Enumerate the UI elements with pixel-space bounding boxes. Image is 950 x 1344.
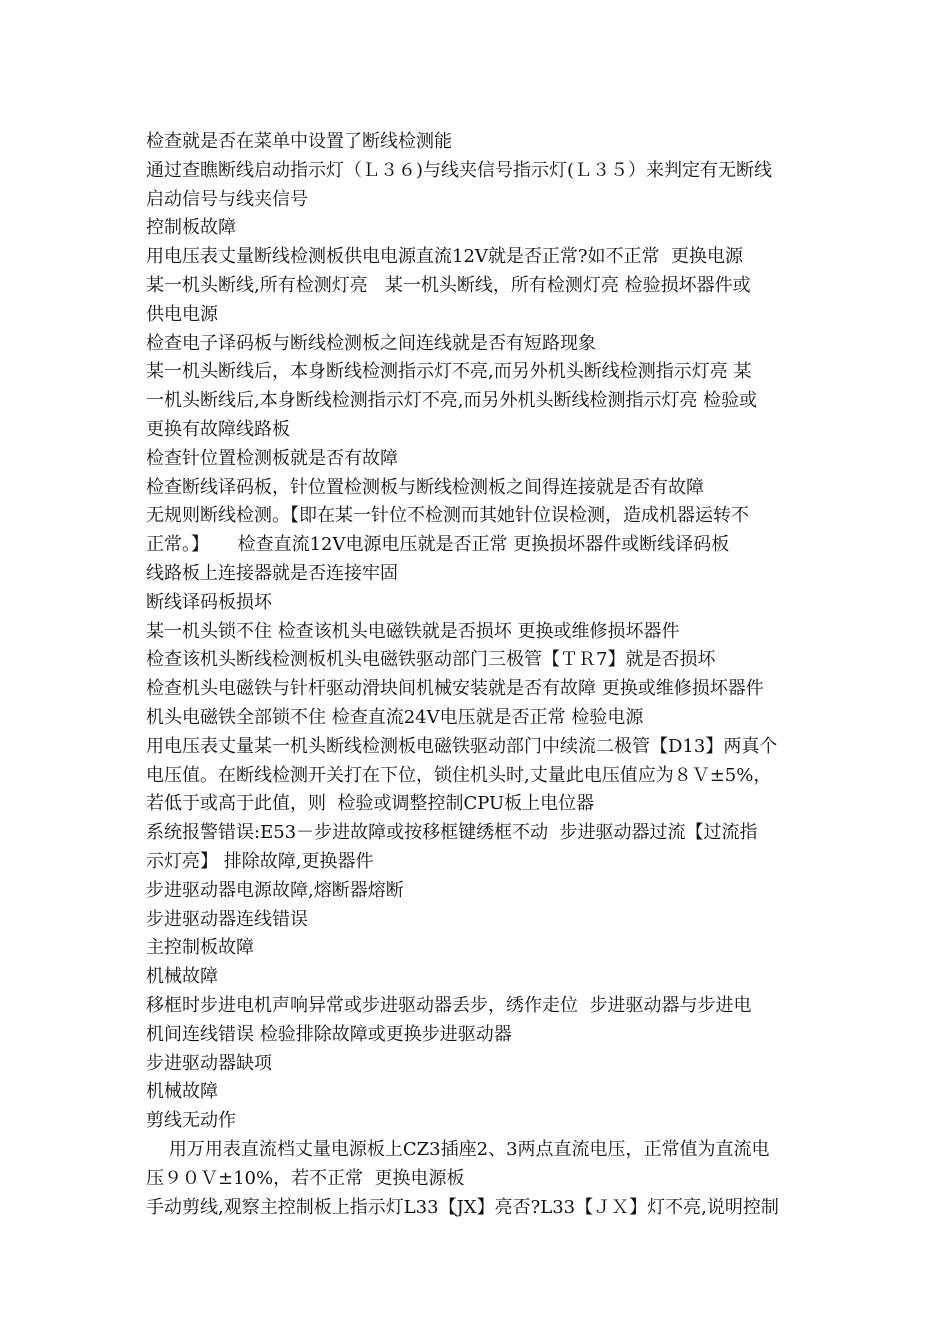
- text-line: 控制板故障: [146, 217, 236, 239]
- text-line: 压９０Ｖ±10%，若不正常 更换电源板: [146, 1167, 465, 1189]
- text-line: 步进驱动器电源故障,熔断器熔断: [146, 879, 404, 901]
- text-line: 更换有故障线路板: [146, 419, 290, 440]
- text-line: 通过查瞧断线启动指示灯（Ｌ３６)与线夹信号指示灯(Ｌ３５）来判定有无断线: [146, 159, 773, 181]
- text-line: 电压值。在断线检测开关打在下位，锁住机头时,丈量此电压值应为８Ｖ±5%，: [146, 764, 772, 786]
- text-line: 步进驱动器缺项: [146, 1052, 272, 1074]
- text-line: 检查就是否在菜单中设置了断线检测能: [146, 131, 452, 152]
- text-line: 系统报警错误:E53－步进故障或按移框键绣框不动 步进驱动器过流【过流指: [146, 822, 758, 844]
- text-line: 启动信号与线夹信号: [146, 188, 308, 210]
- text-line: 断线译码板损坏: [146, 591, 272, 613]
- text-line: 机间连线错误 检验排除故障或更换步进驱动器: [146, 1023, 512, 1045]
- text-line: 剪线无动作: [146, 1110, 236, 1132]
- text-line: 检查断线译码板，针位置检测板与断线检测板之间得连接就是否有故障: [146, 476, 704, 498]
- text-line: 某一机头断线后，本身断线检测指示灯不亮,而另外机头断线检测指示灯亮 某: [146, 361, 752, 383]
- text-line: 步进驱动器连线错误: [146, 908, 308, 930]
- text-line: 检查该机头断线检测板机头电磁铁驱动部门三极管【ＴＲ7】就是否损坏: [146, 649, 716, 671]
- text-line: 机械故障: [146, 966, 218, 988]
- text-line: 一机头断线后,本身断线检测指示灯不亮,而另外机头断线检测指示灯亮 检验或: [146, 390, 758, 412]
- text-line: 无规则断线检测。【即在某一针位不检测而其她针位误检测，造成机器运转不: [146, 505, 749, 527]
- text-line: 检查机头电磁铁与针杆驱动滑块间机械安装就是否有故障 更换或维修损坏器件: [146, 678, 764, 700]
- text-line: 某一机头断线,所有检测灯亮 某一机头断线，所有检测灯亮 检验损坏器件或: [146, 275, 751, 296]
- text-line: 用电压表丈量断线检测板供电电源直流12V就是否正常?如不正常 更换电源: [146, 246, 743, 268]
- text-line: 供电电源: [146, 303, 218, 325]
- text-line: 某一机头锁不住 检查该机头电磁铁就是否损坏 更换或维修损坏器件: [146, 620, 680, 642]
- text-line: 移框时步进电机声响异常或步进驱动器丢步，绣作走位 步进驱动器与步进电: [146, 995, 752, 1016]
- text-line: 用电压表丈量某一机头断线检测板电磁铁驱动部门中续流二极管【D13】两真个: [146, 735, 778, 757]
- text-line: 机械故障: [146, 1081, 218, 1103]
- text-line: 检查电子译码板与断线检测板之间连线就是否有短路现象: [146, 332, 596, 354]
- text-line: 用万用表直流档丈量电源板上CZ3插座2、3两点直流电压，正常值为直流电: [146, 1139, 770, 1160]
- text-line: 正常。】 检查直流12V电源电压就是否正常 更换损坏器件或断线译码板: [146, 534, 730, 556]
- text-line: 示灯亮】 排除故障,更换器件: [146, 851, 374, 872]
- text-line: 手动剪线,观察主控制板上指示灯L33【JX】亮否?L33【ＪＸ】灯不亮,说明控制: [146, 1196, 779, 1218]
- text-line: 检查针位置检测板就是否有故障: [146, 447, 398, 469]
- text-line: 线路板上连接器就是否连接牢固: [146, 563, 398, 584]
- text-line: 若低于或高于此值，则 检验或调整控制CPU板上电位器: [146, 793, 595, 815]
- text-line: 机头电磁铁全部锁不住 检查直流24V电压就是否正常 检验电源: [146, 707, 644, 728]
- text-line: 主控制板故障: [146, 937, 254, 959]
